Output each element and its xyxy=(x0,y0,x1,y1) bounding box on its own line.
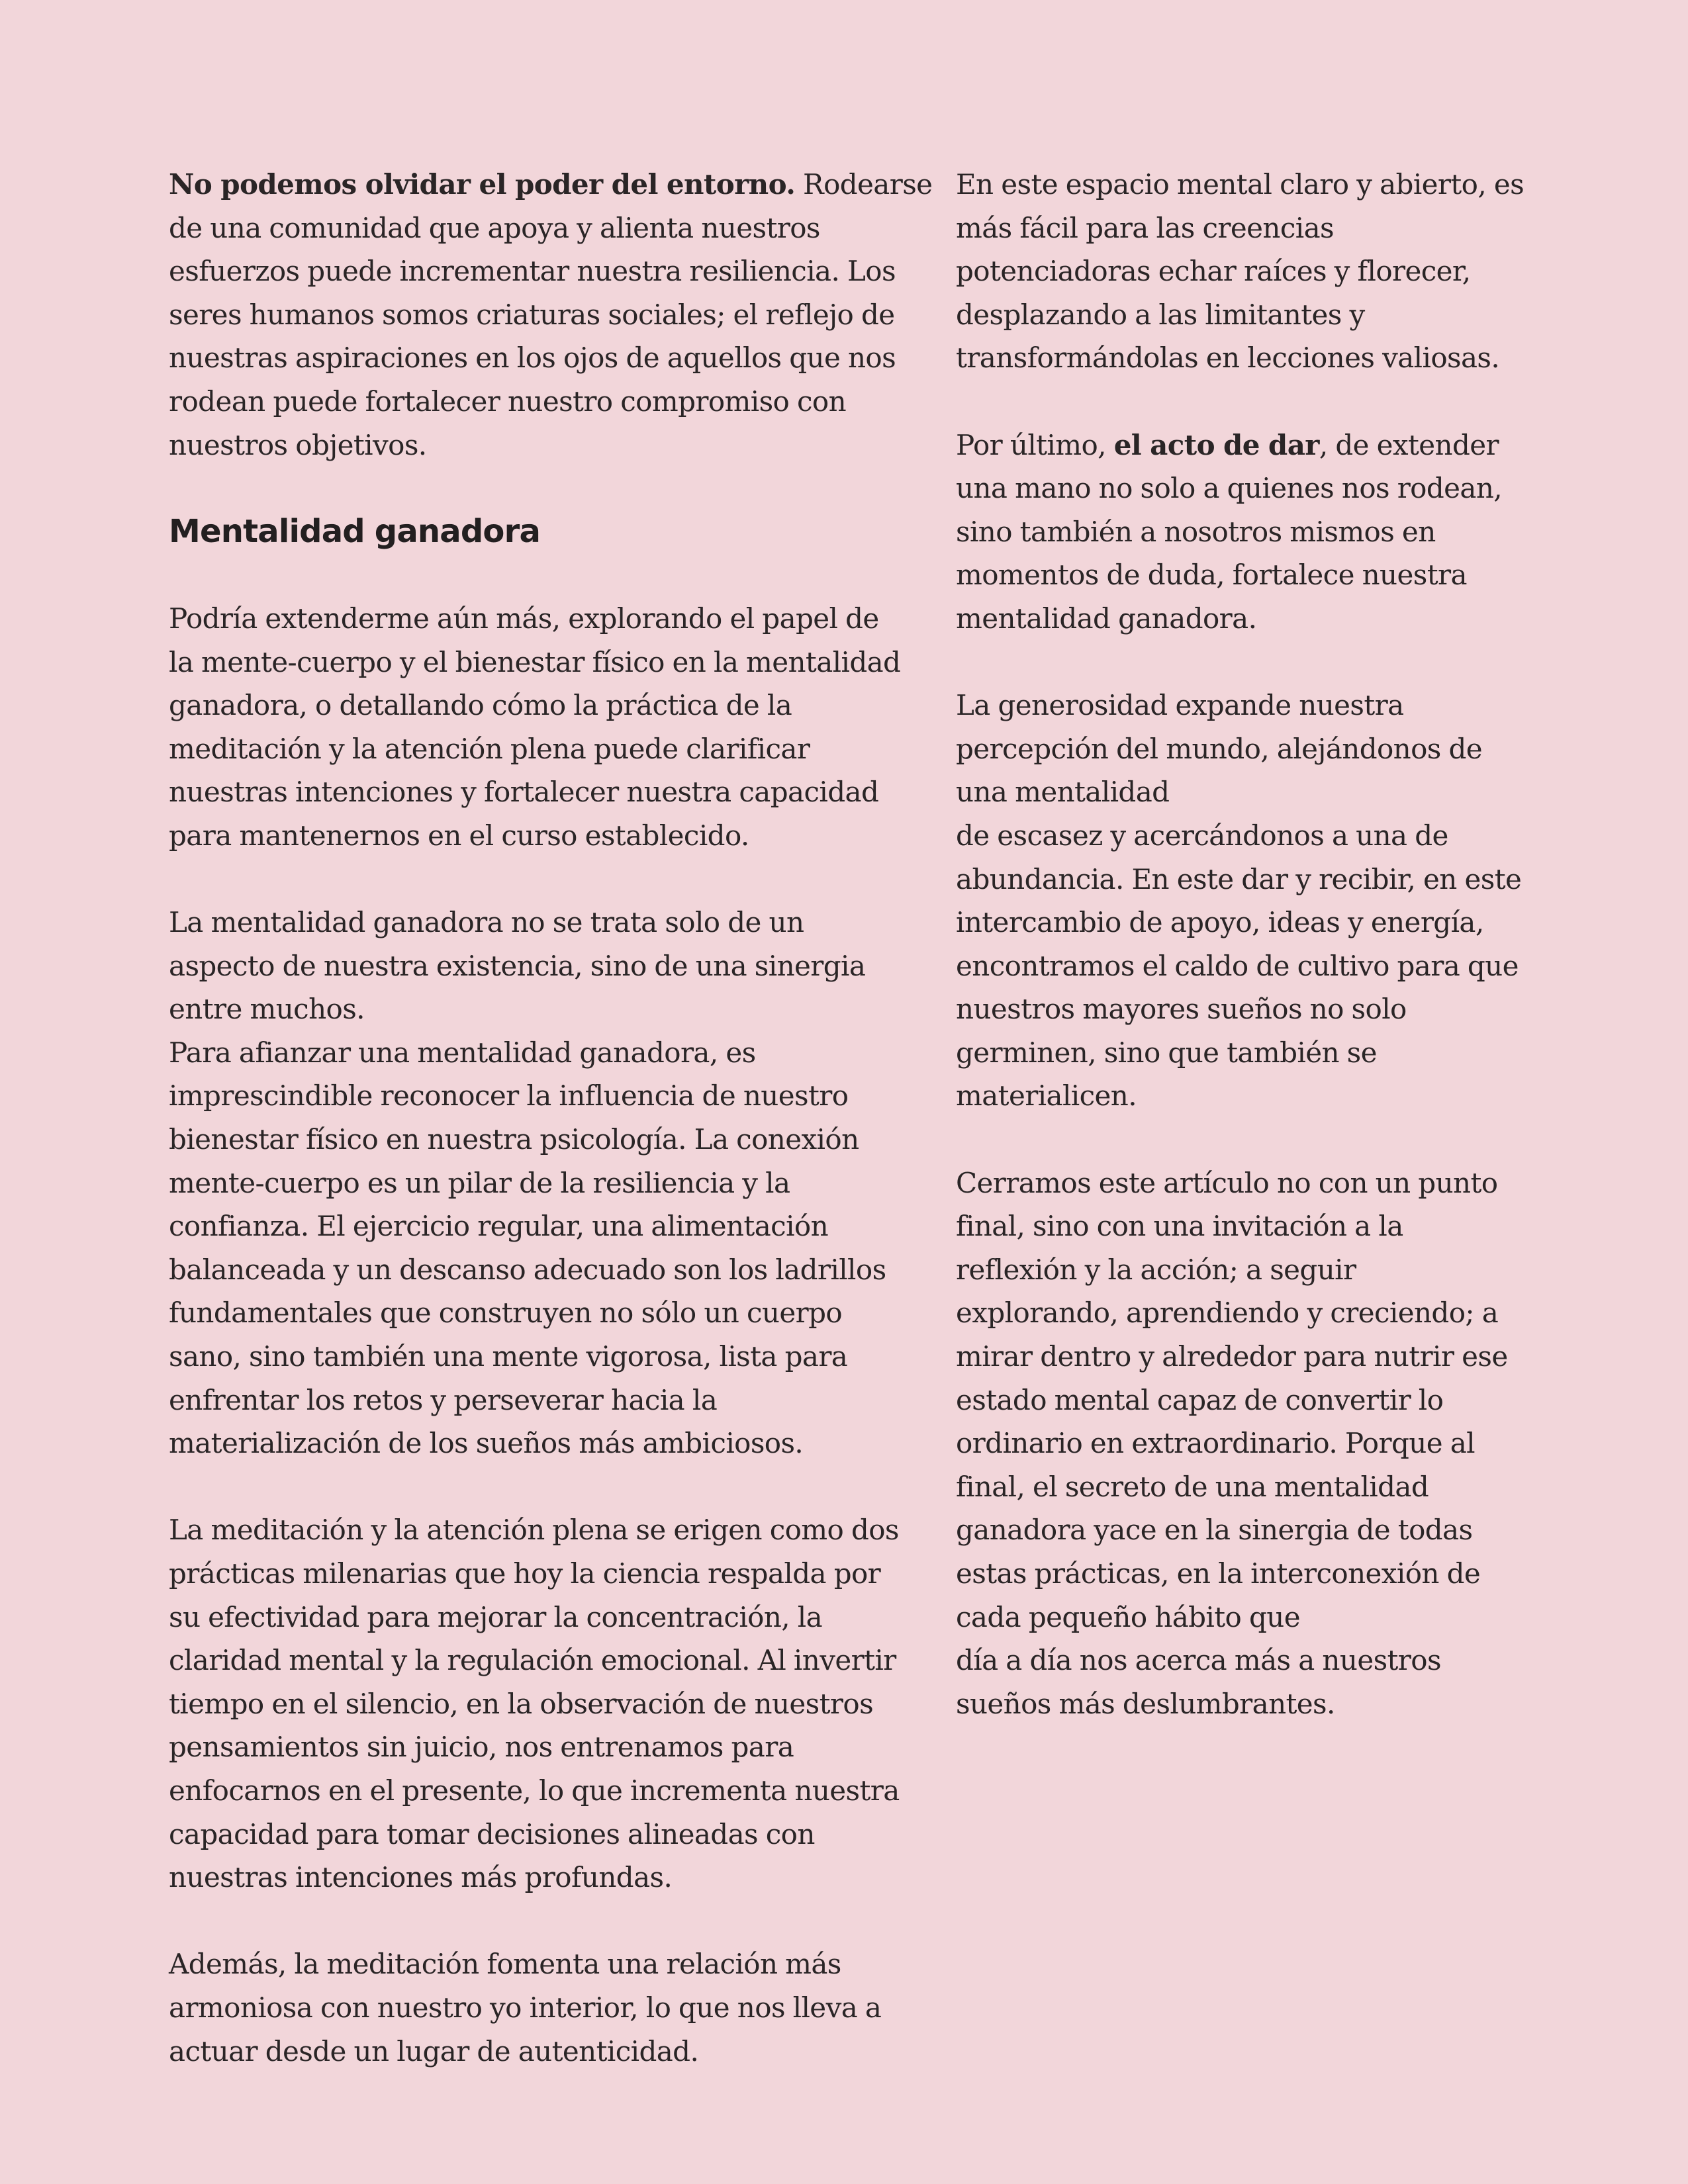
text-line: prácticas milenarias que hoy la ciencia respalda por xyxy=(169,1557,881,1590)
text-line: pensamientos sin juicio, nos entrenamos para xyxy=(169,1731,794,1764)
text-line: intercambio de apoyo, ideas y energía, xyxy=(956,906,1484,939)
text-line: capacidad para tomar decisiones alineadas con xyxy=(169,1817,815,1850)
text-line: enfocarnos en el presente, lo que incrementa nuestra xyxy=(169,1774,900,1807)
text-line: mirar dentro y alrededor para nutrir ese xyxy=(956,1340,1508,1373)
text-line: claridad mental y la regulación emocional. Al invertir xyxy=(169,1644,896,1677)
text-line: confianza. El ejercicio regular, una alimentación xyxy=(169,1210,829,1243)
text-line: Podría extenderme aún más, explorando el papel de xyxy=(169,602,879,635)
text-line: bienestar físico en nuestra psicología. La conexión xyxy=(169,1123,859,1156)
text-line: meditación y la atención plena puede clarificar xyxy=(169,732,810,765)
text-line: para mantenernos en el curso establecido. xyxy=(169,819,749,852)
text-line: materialicen. xyxy=(956,1079,1137,1113)
text-line: esfuerzos puede incrementar nuestra resiliencia. Los xyxy=(169,255,896,288)
text-line: nuestros objetivos. xyxy=(169,428,427,461)
text-line: entre muchos. xyxy=(169,993,365,1026)
text-line: sino también a nosotros mismos en xyxy=(956,515,1436,548)
text-line: ganadora, o detallando cómo la práctica de la xyxy=(169,689,792,722)
section-heading: Mentalidad ganadora xyxy=(169,512,541,550)
text-line: explorando, aprendiendo y creciendo; a xyxy=(956,1297,1499,1330)
text-line: nuestras aspiraciones en los ojos de aquellos que nos xyxy=(169,341,896,375)
text-line: materialización de los sueños más ambiciosos. xyxy=(169,1427,804,1460)
text-line: balanceada y un descanso adecuado son los ladrillos xyxy=(169,1253,886,1286)
text-line: abundancia. En este dar y recibir, en este xyxy=(956,862,1522,895)
text-line: estas prácticas, en la interconexión de xyxy=(956,1557,1481,1590)
text-line: reflexión y la acción; a seguir xyxy=(956,1253,1356,1286)
paragraph xyxy=(169,1508,917,1899)
text-line: percepción del mundo, alejándonos de xyxy=(956,732,1483,765)
text-line: sano, sino también una mente vigorosa, lista para xyxy=(169,1340,848,1373)
text-line: Además, la meditación fomenta una relación más xyxy=(169,1948,841,1981)
paragraph-gap xyxy=(956,1118,1532,1161)
paragraph-gap xyxy=(169,467,917,510)
text-line: la mente-cuerpo y el bienestar físico en la mentalidad xyxy=(169,645,901,678)
text-line: Para afianzar una mentalidad ganadora, es xyxy=(169,1036,756,1069)
bold-lead: No podemos olvidar el poder del entorno. xyxy=(169,168,796,201)
paragraph-gap xyxy=(169,553,917,597)
text-line xyxy=(169,163,933,206)
text-line: desplazando a las limitantes y xyxy=(956,298,1365,331)
text-line: final, sino con una invitación a la xyxy=(956,1210,1403,1243)
text-line: transformándolas en lecciones valiosas. xyxy=(956,341,1500,375)
paragraph xyxy=(169,1942,917,2073)
intro-paragraph xyxy=(169,163,933,467)
left-column xyxy=(169,163,933,2073)
text-run: Por último, xyxy=(956,428,1114,461)
bold-phrase: el acto de dar xyxy=(1113,428,1319,461)
text-line xyxy=(956,424,1532,467)
text-line: actuar desde un lugar de autenticidad. xyxy=(169,2034,699,2068)
text-line: más fácil para las creencias xyxy=(956,211,1334,244)
paragraph xyxy=(956,163,1532,380)
text-line: potenciadoras echar raíces y florecer, xyxy=(956,255,1471,288)
text-line: nuestras intenciones más profundas. xyxy=(169,1861,673,1894)
text-line: La meditación y la atención plena se erigen como dos xyxy=(169,1514,899,1547)
text-run: , de extender xyxy=(1319,428,1499,461)
text-line: fundamentales que construyen no sólo un cuerpo xyxy=(169,1297,843,1330)
paragraph-gap xyxy=(956,380,1532,424)
text-line: armoniosa con nuestro yo interior, lo que nos lleva a xyxy=(169,1991,882,2024)
paragraph xyxy=(956,684,1532,1118)
text-line: final, el secreto de una mentalidad xyxy=(956,1470,1429,1503)
text-line: La generosidad expande nuestra xyxy=(956,689,1404,722)
text-line: enfrentar los retos y perseverar hacia la xyxy=(169,1383,718,1416)
text-line: tiempo en el silencio, en la observación de nuestros xyxy=(169,1687,874,1720)
text-line: seres humanos somos criaturas sociales; el reflejo de xyxy=(169,298,895,331)
text-line: nuestras intenciones y fortalecer nuestra capacidad xyxy=(169,776,879,809)
text-line: su efectividad para mejorar la concentración, la xyxy=(169,1600,823,1633)
text-line: aspecto de nuestra existencia, sino de una sinergia xyxy=(169,949,866,982)
paragraph-gap xyxy=(956,641,1532,684)
text-line: estado mental capaz de convertir lo xyxy=(956,1383,1444,1416)
text-line: rodean puede fortalecer nuestro compromiso con xyxy=(169,385,847,418)
text-line: ordinario en extraordinario. Porque al xyxy=(956,1427,1475,1460)
paragraph xyxy=(956,424,1532,641)
paragraph-gap xyxy=(169,1465,917,1509)
text-line: imprescindible reconocer la influencia de nuestro xyxy=(169,1079,849,1113)
text-line: de una comunidad que apoya y alienta nuestros xyxy=(169,211,820,244)
text-line: encontramos el caldo de cultivo para que xyxy=(956,949,1519,982)
text-line: germinen, sino que también se xyxy=(956,1036,1377,1069)
text-line: sueños más deslumbrantes. xyxy=(956,1687,1335,1720)
paragraph xyxy=(169,901,917,1465)
text-line: Cerramos este artículo no con un punto xyxy=(956,1166,1498,1199)
text-line: de escasez y acercándonos a una de xyxy=(956,819,1448,852)
text-line: cada pequeño hábito que xyxy=(956,1600,1300,1633)
text-line: La mentalidad ganadora no se trata solo de un xyxy=(169,906,804,939)
text-line: En este espacio mental claro y abierto, es xyxy=(956,168,1524,201)
paragraph-gap xyxy=(169,858,917,901)
text-line: ganadora yace en la sinergia de todas xyxy=(956,1514,1473,1547)
text-line: nuestros mayores sueños no solo xyxy=(956,993,1407,1026)
text-line: mentalidad ganadora. xyxy=(956,602,1257,635)
text-line: momentos de duda, fortalece nuestra xyxy=(956,559,1467,592)
paragraph xyxy=(169,597,917,858)
text-line: día a día nos acerca más a nuestros xyxy=(956,1644,1441,1677)
text-line: una mentalidad xyxy=(956,776,1170,809)
paragraph xyxy=(956,1161,1532,1726)
text-line: mente-cuerpo es un pilar de la resiliencia y la xyxy=(169,1166,790,1199)
text-line: una mano no solo a quienes nos rodean, xyxy=(956,472,1503,505)
right-column xyxy=(956,163,1532,1725)
paragraph-gap xyxy=(169,1899,917,1943)
text-run: Rodearse xyxy=(795,168,933,201)
